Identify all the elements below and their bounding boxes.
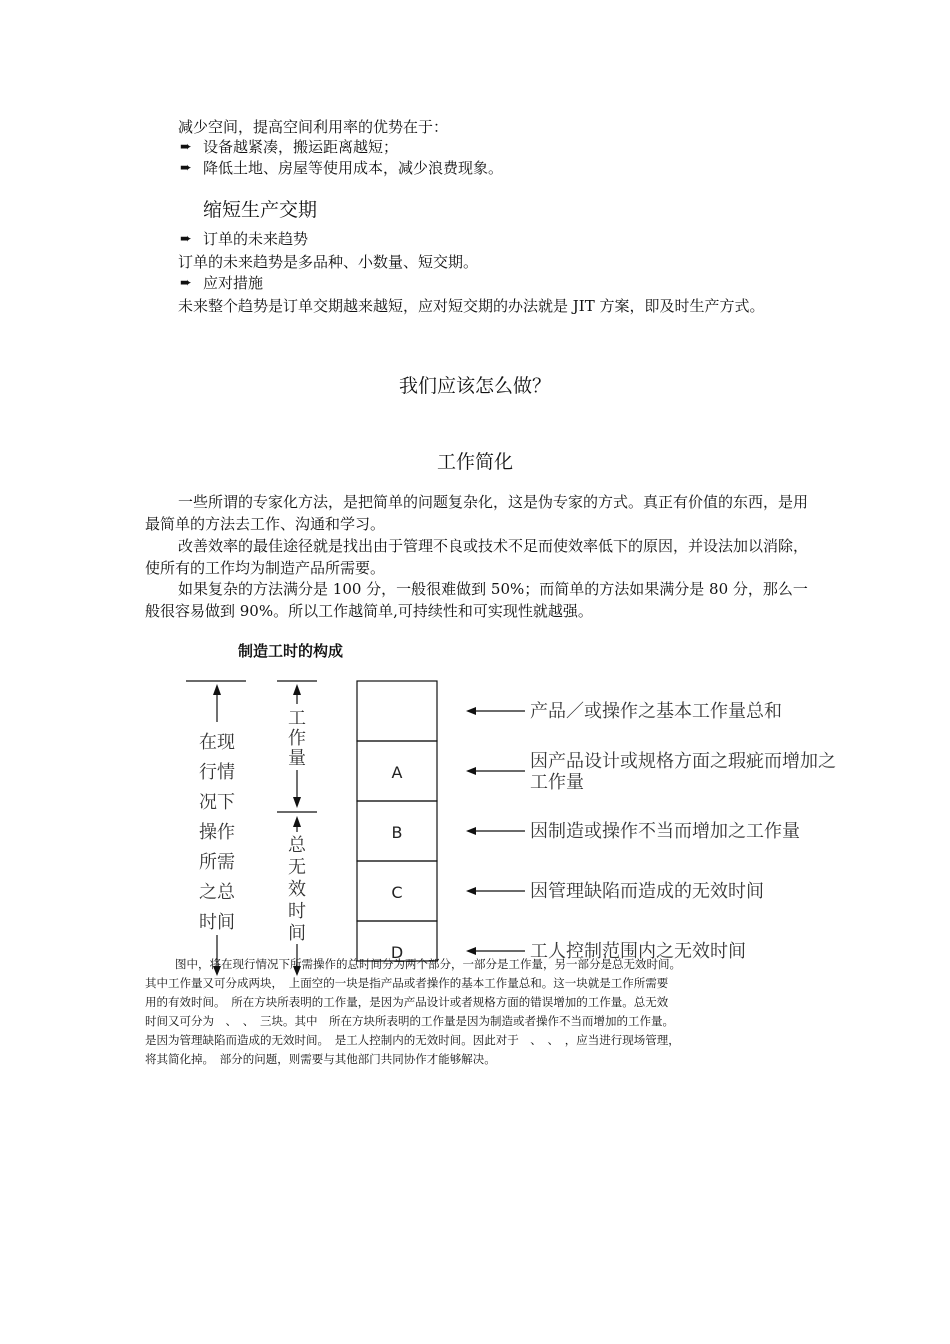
- caption-line: 其中工作量又可分成两块， 上面空的一块是指产品或者操作的基本工作量总和。这一块就是工作所需要: [145, 976, 669, 990]
- arrowhead-icon: [293, 797, 301, 808]
- caption-line: 用的有效时间。 所在方块所表明的工作量，是因为产品设计或者规格方面的错误增加的工作量。总无效: [145, 995, 669, 1009]
- arrowhead-icon: [466, 887, 476, 895]
- block-label: D: [390, 943, 404, 962]
- arrowhead-icon: [466, 767, 476, 775]
- arrow-bullet-icon: ➨: [180, 160, 192, 176]
- question-heading: 我们应该怎么做？: [398, 375, 551, 397]
- paragraph: 改善效率的最佳途径就是找出由于管理不良或技术不足而使效率低下的原因，并设法加以消除，使所有的工作均为制造产品所需要。: [145, 537, 809, 577]
- arrowhead-icon: [466, 707, 476, 715]
- block-description: 因产品设计或规格方面之瑕疵而增加之工作量: [530, 751, 836, 793]
- mid-top-label: 工 作 量: [288, 708, 306, 769]
- block-description: 产品／或操作之基本工作量总和: [530, 701, 782, 722]
- bullet-item: 应对措施: [203, 274, 264, 292]
- body-text: 未来整个趋势是订单交期越来越短，应对短交期的办法就是 JIT 方案，即及时生产方式。: [178, 297, 765, 315]
- block-base: [357, 681, 437, 741]
- section-heading: 缩短生产交期: [203, 199, 318, 221]
- block-label: C: [391, 883, 403, 902]
- arrowhead-icon: [293, 816, 301, 827]
- block-label: B: [391, 823, 403, 842]
- block-description: 因制造或操作不当而增加之工作量: [530, 821, 800, 842]
- mid-bottom-label: 总 无 效 时 间: [288, 835, 306, 944]
- left-label: 在现 行情 况下 操作 所需 之总 时间: [199, 732, 235, 933]
- body-text: 订单的未来趋势是多品种、小数量、短交期。: [178, 253, 479, 271]
- arrowhead-icon: [466, 827, 476, 835]
- paragraph: 一些所谓的专家化方法，是把简单的问题复杂化，这是伪专家的方式。真正有价值的东西，是用最简单的方法去工作、沟通和学习。: [145, 493, 809, 533]
- arrow-bullet-icon: ➨: [180, 139, 192, 155]
- bullet-item: 降低土地、房屋等使用成本，减少浪费现象。: [203, 159, 504, 177]
- caption-line: 是因为管理缺陷而造成的无效时间。 是工人控制内的无效时间。因此对于 、 、 ，应当进行现场管理，: [145, 1033, 680, 1047]
- block-label: A: [391, 763, 403, 782]
- caption-line: 图中，将在现行情况下所需操作的总时间分为两个部分，一部分是工作量，另一部分是总无效时间。: [175, 957, 681, 971]
- arrow-bullet-icon: ➨: [180, 275, 192, 291]
- arrowhead-icon: [293, 684, 301, 695]
- arrowhead-icon: [213, 684, 221, 695]
- paragraph: 如果复杂的方法满分是 100 分，一般很难做到 50%；而简单的方法如果满分是 80 分，那么一般很容易做到 90%。所以工作越简单,可持续性和可实现性就越强。: [145, 580, 808, 620]
- block-description: 因管理缺陷而造成的无效时间: [530, 881, 764, 902]
- simplify-heading: 工作简化: [436, 451, 513, 473]
- diagram-title: 制造工时的构成: [238, 642, 344, 660]
- arrow-bullet-icon: ➨: [180, 231, 192, 247]
- block-description: 工人控制范围内之无效时间: [530, 941, 746, 962]
- bullet-item: 设备越紧凑，搬运距离越短；: [203, 138, 399, 156]
- arrowhead-icon: [466, 947, 476, 955]
- space-advantage-intro: 减少空间，提高空间利用率的优势在于：: [178, 118, 449, 136]
- bullet-item: 订单的未来趋势: [203, 230, 309, 248]
- caption-line: 将其简化掉。 部分的问题，则需要与其他部门共同协作才能够解决。: [145, 1052, 496, 1066]
- diagram-caption: [145, 955, 810, 1069]
- caption-line: 时间又可分为 、 、 三块。其中 所在方块所表明的工作量是因为制造或者操作不当而增加的工作量。: [145, 1014, 674, 1028]
